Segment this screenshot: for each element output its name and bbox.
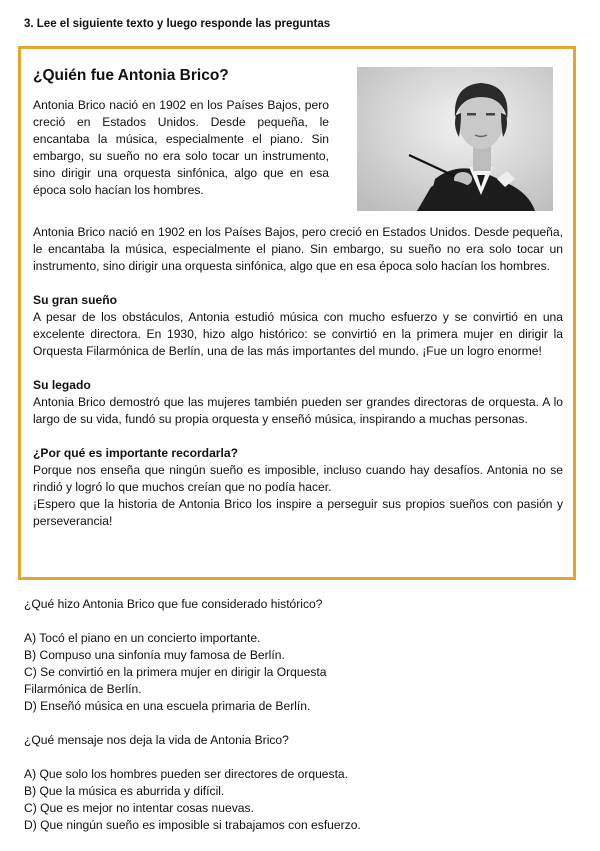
question-2-option-b[interactable]: B) Que la música es aburrida y difícil. xyxy=(24,784,225,798)
question-1-option-d[interactable]: D) Enseñó música en una escuela primaria de Berlín. xyxy=(24,699,311,713)
reading-box xyxy=(18,46,576,580)
instruction-heading: 3. Lee el siguiente texto y luego responde las preguntas xyxy=(24,18,331,30)
question-1-option-b[interactable]: B) Compuso una sinfonía muy famosa de Berlín. xyxy=(24,648,285,662)
question-1-option-c[interactable]: C) Se convirtió en la primera mujer en dirigir la Orquesta Filarmónica de Berlín. xyxy=(24,665,327,696)
questions xyxy=(24,596,564,851)
section-heading-legacy: Su legado xyxy=(33,378,91,392)
article-paragraph: Antonia Brico nació en 1902 en los Países Bajos, pero creció en Estados Unidos. Desde pequeña, le encantaba la música, especialmente el piano. Sin embargo, su sueño no era solo tocar un instrumento, sino dirigir una orquesta sinfónica, algo que en esa época solo hacían los hombres. xyxy=(33,225,563,273)
question-2-option-a[interactable]: A) Que solo los hombres pueden ser directores de orquesta. xyxy=(24,767,349,781)
section-text-dream: A pesar de los obstáculos, Antonia estudió música con mucho esfuerzo y se convirtió en una excelente directora. En 1930, hizo algo histórico: se convirtió en la primera mujer en dirigir la Orquesta Filarmónica de Berlín, una de las más importantes del mundo. ¡Fue un logro enorme! xyxy=(33,310,563,358)
question-1-options xyxy=(24,630,564,715)
section-text-legacy: Antonia Brico demostró que las mujeres también pueden ser grandes directoras de orquesta. A lo largo de su vida, fundó su propia orquesta y enseñó música, inspirando a muchas personas. xyxy=(33,395,563,426)
antonia-brico-portrait xyxy=(357,67,553,211)
question-1-prompt: ¿Qué hizo Antonia Brico que fue considerado histórico? xyxy=(24,597,323,611)
section-heading-importance: ¿Por qué es importante recordarla? xyxy=(33,446,238,460)
intro-paragraph: Antonia Brico nació en 1902 en los Países Bajos, pero creció en Estados Unidos. Desde pequeña, le encantaba la música, especialmente el piano. Sin embargo, su sueño no era solo tocar un instrumento, sino dirigir una orquesta sinfónica, algo que en esa época solo hacían los hombres. xyxy=(33,98,329,197)
article-body xyxy=(33,224,563,547)
article-title: ¿Quién fue Antonia Brico? xyxy=(33,67,229,84)
question-2-prompt: ¿Qué mensaje nos deja la vida de Antonia Brico? xyxy=(24,733,289,747)
question-2-option-d[interactable]: D) Que ningún sueño es imposible si trabajamos con esfuerzo. xyxy=(24,818,361,832)
question-2-option-c[interactable]: C) Que es mejor no intentar cosas nuevas. xyxy=(24,801,254,815)
closing-text: ¡Espero que la historia de Antonia Brico los inspire a perseguir sus propios sueños con pasión y perseverancia! xyxy=(33,497,563,528)
question-2-options xyxy=(24,766,564,834)
question-1-option-a[interactable]: A) Tocó el piano en un concierto importante. xyxy=(24,631,261,645)
section-heading-dream: Su gran sueño xyxy=(33,293,117,307)
section-text-importance: Porque nos enseña que ningún sueño es imposible, incluso cuando hay desafíos. Antonia no se rindió y logró lo que muchos creían que no podía hacer. xyxy=(33,463,563,494)
